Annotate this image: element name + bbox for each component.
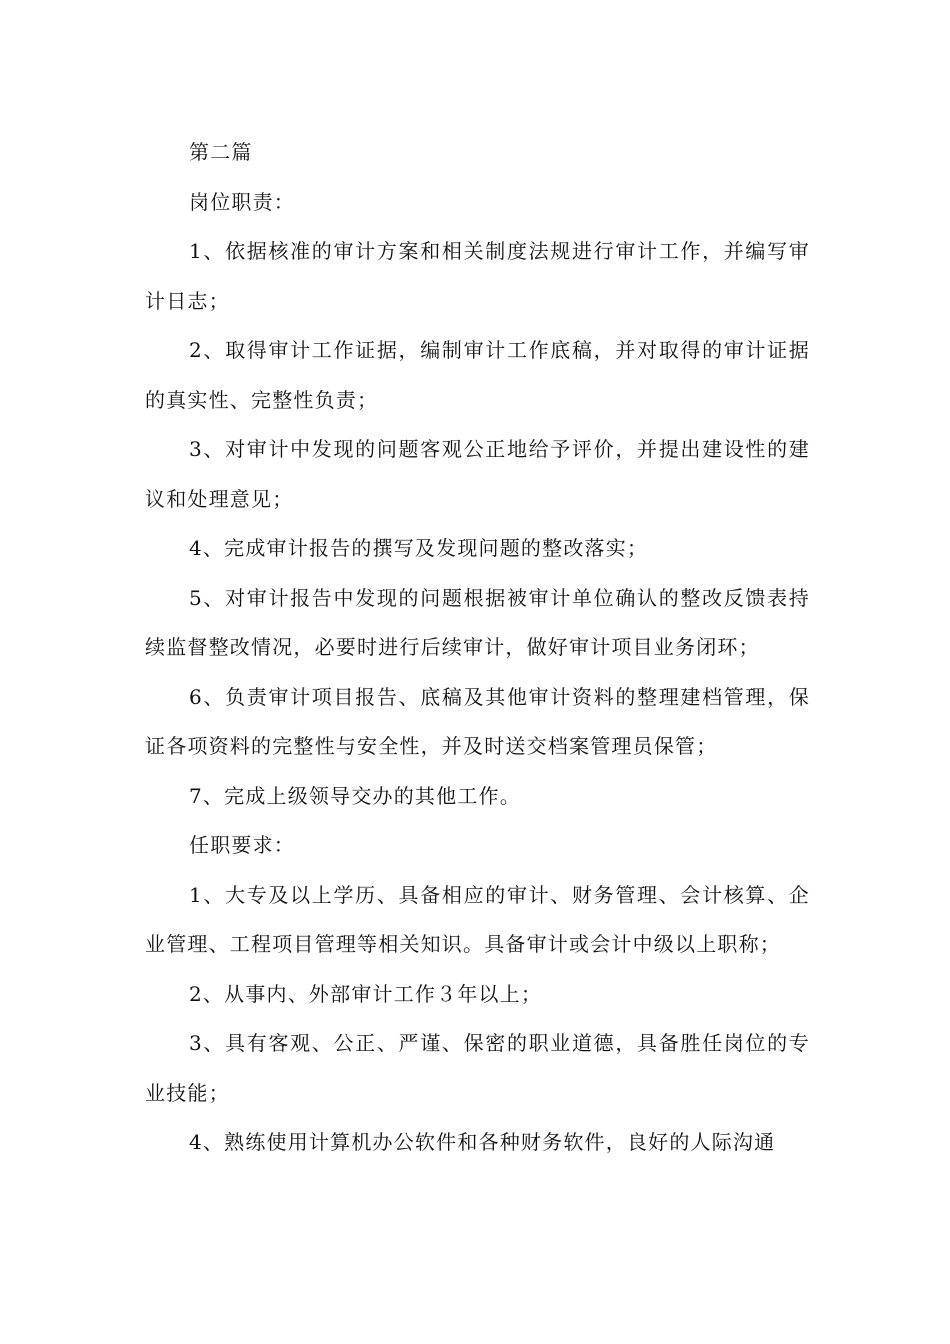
duty-item: 4、完成审计报告的撰写及发现问题的整改落实； <box>189 536 649 560</box>
document-body <box>145 128 810 1168</box>
requirements-heading: 任职要求： <box>189 833 295 857</box>
requirement-item: 4、熟练使用计算机办公软件和各种财务软件，良好的人际沟通 <box>189 1130 776 1154</box>
requirement-item: 3、具有客观、公正、严谨、保密的职业道德，具备胜任岗位的专业技能； <box>145 1031 810 1105</box>
requirement-item: 2、从事内、外部审计工作３年以上； <box>189 981 543 1006</box>
duty-item: 7、完成上级领导交办的其他工作。 <box>189 783 521 808</box>
duty-item: 3、对审计中发现的问题客观公正地给予评价，并提出建设性的建议和处理意见； <box>145 437 810 511</box>
duty-item: 2、取得审计工作证据，编制审计工作底稿，并对取得的审计证据的真实性、完整性负责； <box>145 338 810 412</box>
duties-heading: 岗位职责： <box>189 189 295 214</box>
duty-item: 1、依据核准的审计方案和相关制度法规进行审计工作，并编写审计日志； <box>145 239 810 313</box>
section-title: 第二篇 <box>189 140 253 164</box>
requirement-item: 1、大专及以上学历、具备相应的审计、财务管理、会计核算、企业管理、工程项目管理等相关知识。具备审计或会计中级以上职称； <box>145 882 810 956</box>
duty-item: 5、对审计报告中发现的问题根据被审计单位确认的整改反馈表持续监督整改情况，必要时进行后续审计，做好审计项目业务闭环； <box>145 585 810 659</box>
duty-item: 6、负责审计项目报告、底稿及其他审计资料的整理建档管理，保证各项资料的完整性与安全性，并及时送交档案管理员保管； <box>145 684 810 758</box>
